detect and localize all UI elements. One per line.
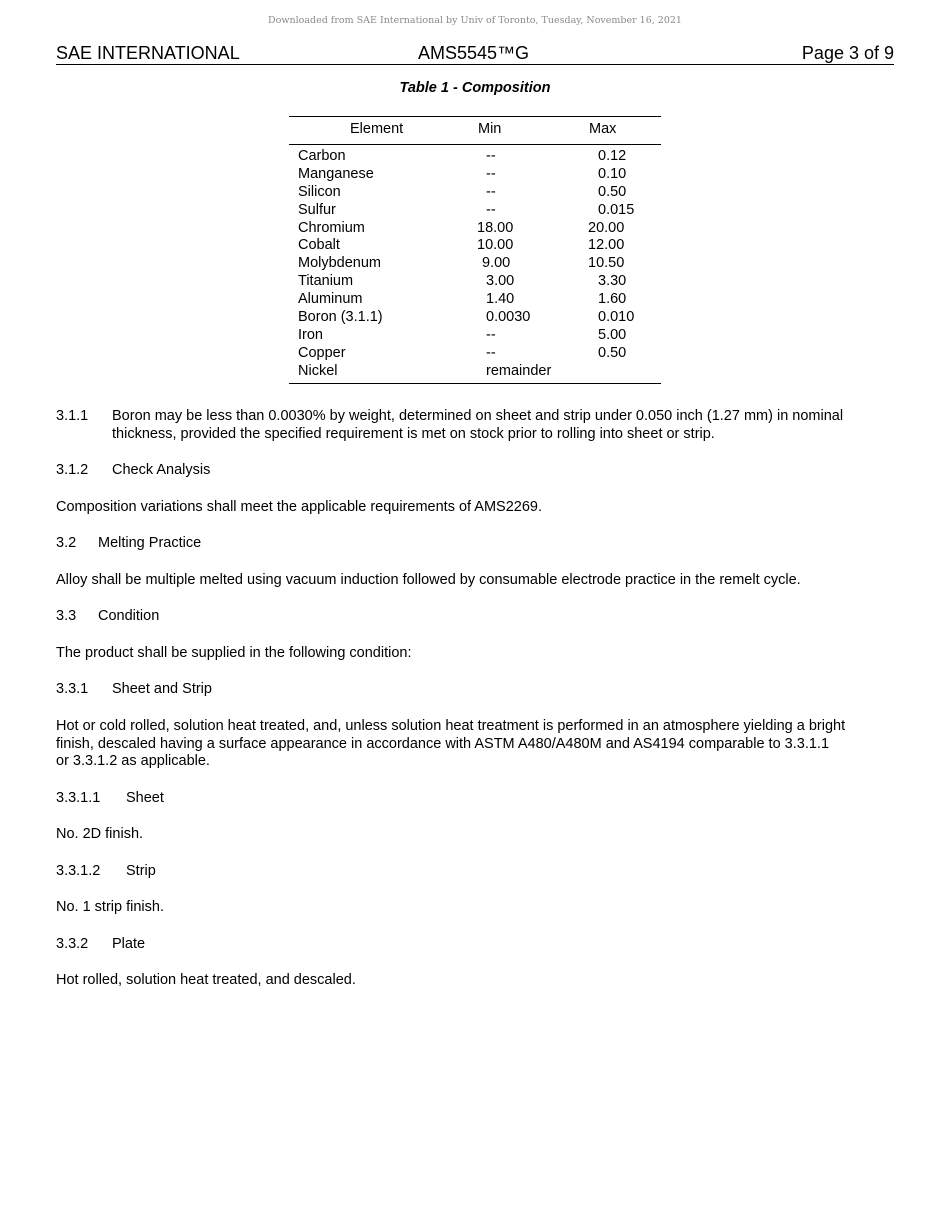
min-cell: 0.0030: [486, 309, 531, 326]
section-title: Check Analysis: [112, 462, 211, 478]
max-cell: 5.00: [598, 326, 627, 343]
column-header-max: Max: [589, 121, 617, 137]
table-body: [289, 145, 661, 384]
element-cell: Silicon: [298, 183, 341, 200]
section-number: 3.1.2: [56, 462, 89, 478]
element-cell: Manganese: [298, 165, 374, 182]
min-cell: --: [486, 165, 496, 182]
section-title: Sheet: [126, 790, 164, 806]
section-heading-3-3-1-1: [56, 790, 896, 808]
element-cell: Copper: [298, 344, 346, 361]
section-title: Plate: [112, 936, 146, 952]
element-cell: Cobalt: [298, 237, 340, 254]
min-cell: --: [486, 326, 496, 343]
table-row: [289, 166, 661, 184]
max-cell: 0.12: [598, 148, 627, 164]
paragraph-line: finish, descaled having a surface appearance in accordance with ASTM A480/A480M and AS4194 comparable to 3.3.1.1: [56, 735, 830, 752]
element-cell: Carbon: [298, 148, 346, 164]
section-number: 3.3.1.2: [56, 863, 101, 879]
table-row: [289, 237, 661, 255]
section-heading-3-3-2: [56, 936, 896, 954]
paragraph: Alloy shall be multiple melted using vacuum induction followed by consumable electrode practice in the remelt cycle.: [56, 572, 801, 588]
table-row: [289, 363, 661, 381]
max-cell: 10.50: [588, 255, 625, 272]
section-number: 3.1.1: [56, 408, 89, 424]
max-cell: 0.015: [598, 201, 635, 218]
min-cell: 9.00: [482, 255, 511, 272]
max-cell: 12.00: [588, 237, 625, 254]
min-cell: --: [486, 148, 496, 164]
min-cell: 10.00: [477, 237, 514, 254]
table-row: [289, 220, 661, 238]
table-row: [289, 327, 661, 345]
max-cell: 1.60: [598, 291, 627, 308]
element-cell: Molybdenum: [298, 255, 382, 272]
element-cell: Chromium: [298, 219, 365, 236]
min-cell: 18.00: [477, 219, 514, 236]
download-watermark: Downloaded from SAE International by Univ of Toronto, Tuesday, November 16, 2021: [268, 15, 682, 26]
section-number: 3.3: [56, 608, 77, 624]
element-cell: Boron (3.1.1): [298, 309, 383, 326]
paragraph: [56, 718, 896, 771]
section-title: Condition: [98, 608, 160, 624]
min-cell: 1.40: [486, 291, 515, 308]
section-heading-3-3-1-2: [56, 863, 896, 881]
paragraph-line: or 3.3.1.2 as applicable.: [56, 753, 210, 769]
min-cell: --: [486, 183, 496, 200]
section-heading-3-1-2: [56, 462, 896, 480]
paragraph-line: Hot or cold rolled, solution heat treated, and, unless solution heat treatment is performed in an atmosphere yielding a bright: [56, 718, 846, 734]
section-title: Melting Practice: [98, 535, 202, 551]
paragraph-line: Boron may be less than 0.0030% by weight, determined on sheet and strip under 0.050 inch (1.27 mm) in nominal: [112, 408, 844, 424]
element-cell: Nickel: [298, 362, 338, 379]
section-3-1-1: [56, 408, 896, 443]
min-cell: 3.00: [486, 273, 515, 290]
element-cell: Titanium: [298, 273, 354, 290]
paragraph-line: thickness, provided the specified requirement is met on stock prior to rolling into sheet or strip.: [112, 425, 715, 442]
table-row: [289, 255, 661, 273]
paragraph: No. 2D finish.: [56, 826, 144, 842]
header-org: SAE INTERNATIONAL: [56, 43, 240, 63]
section-heading-3-3: [56, 608, 896, 626]
table-title: Table 1 - Composition: [399, 80, 551, 96]
table-row: [289, 309, 661, 327]
table-header-row: [289, 116, 661, 145]
element-cell: Aluminum: [298, 291, 363, 308]
min-cell: remainder: [486, 362, 552, 379]
max-cell: 0.10: [598, 165, 627, 182]
max-cell: 0.50: [598, 183, 627, 200]
max-cell: 20.00: [588, 219, 625, 236]
header-doc-number: AMS5545™G: [418, 43, 530, 63]
section-heading-3-3-1: [56, 681, 896, 699]
paragraph: The product shall be supplied in the following condition:: [56, 645, 412, 661]
column-header-element: Element: [350, 121, 404, 137]
table-row: [289, 291, 661, 309]
column-header-min: Min: [478, 121, 502, 137]
paragraph: Hot rolled, solution heat treated, and descaled.: [56, 972, 356, 988]
section-number: 3.2: [56, 535, 77, 551]
min-cell: --: [486, 344, 496, 361]
composition-table: [289, 116, 661, 384]
max-cell: 3.30: [598, 273, 627, 290]
element-cell: Iron: [298, 326, 323, 343]
section-heading-3-2: [56, 535, 896, 553]
max-cell: 0.50: [598, 344, 627, 361]
min-cell: --: [486, 201, 496, 218]
table-row: [289, 345, 661, 363]
element-cell: Sulfur: [298, 201, 336, 218]
section-number: 3.3.1.1: [56, 790, 101, 806]
section-number: 3.3.1: [56, 681, 89, 697]
table-row: [289, 184, 661, 202]
max-cell: 0.010: [598, 309, 635, 326]
header-page-number: Page 3 of 9: [801, 43, 894, 63]
page-header: [56, 43, 894, 65]
table-row: [289, 273, 661, 291]
section-title: Strip: [126, 863, 156, 879]
paragraph: No. 1 strip finish.: [56, 899, 164, 915]
section-number: 3.3.2: [56, 936, 89, 952]
table-row: [289, 202, 661, 220]
table-row: [289, 148, 661, 166]
paragraph: Composition variations shall meet the applicable requirements of AMS2269.: [56, 499, 543, 515]
section-title: Sheet and Strip: [112, 681, 212, 697]
